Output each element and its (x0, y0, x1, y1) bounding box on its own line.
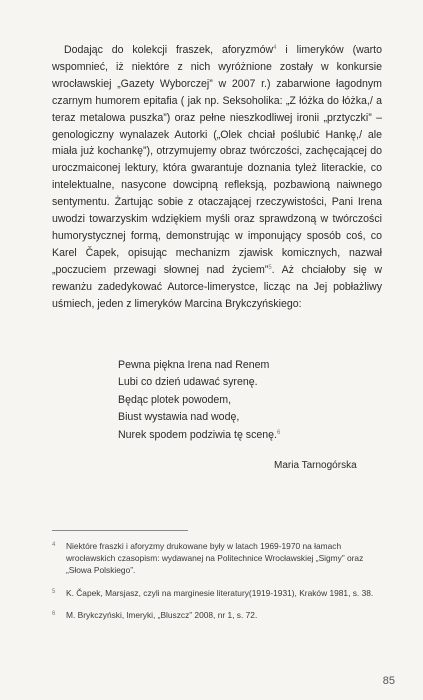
paragraph-part-1: Dodając do kolekcji fraszek, aforyzmów (64, 44, 274, 56)
footnote-number: 6 (52, 610, 56, 617)
footnote-ref-6: 6 (277, 429, 281, 436)
poem-line-last (118, 427, 358, 444)
footnote-item (52, 539, 382, 577)
poem-line: Biust wystawia nad wodę, (118, 411, 240, 424)
footnote-text: M. Brykczyński, lmeryki, „Bluszcz” 2008, nr 1, s. 72. (66, 609, 258, 620)
footnote-number: 5 (52, 588, 56, 595)
footnote-item (52, 586, 382, 599)
paragraph-text (52, 42, 382, 313)
footnote-number: 4 (52, 542, 56, 548)
footnote-divider (52, 530, 188, 531)
footnote-item (52, 608, 382, 621)
footnotes-section (52, 539, 382, 630)
author-signature: Maria Tarnogórska (274, 460, 357, 471)
page-number: 85 (382, 675, 395, 687)
footnote-text: K. Čapek, Marsjasz, czyli na marginesie literatury(1919-1931), Kraków 1981, s. 38. (66, 587, 374, 598)
footnote-text: Niektóre fraszki i aforyzmy drukowane były w latach 1969-1970 na łamach wrocławskich czasopism: wydawanej na Politechnice Wrocławskiej „Sigmy” oraz „Słowa Polskiego”. (66, 541, 364, 576)
poem-end-period: . (274, 428, 277, 441)
main-paragraph (52, 42, 382, 313)
footnote-ref-4: 4 (273, 45, 277, 51)
poem-line: Będąc plotek powodem, (118, 393, 232, 406)
poem-line: Lubi co dzień udawać syrenę. (118, 376, 258, 389)
paragraph-part-2: i limeryków (warto wspomnieć, iż niektóre z nich wyróżnione zostały w konkursie wrocławskiej „Gazety Wyborczej” w 2007 r.) zabarwione łagodnym czarnym humorem epitafia ( jak np. Seksoholika: „Z łóżka do łóżka,/ a teraz metalowa puszka”) oraz pełne nieszkodliwej ironii „prztyczki” – genologiczny wynalazek Autorki („Olek chciał poślubić Hankę,/ ale miała już kochankę”), otrzymujemy obraz twórczości, zachęcającej do uroczmaiconej lektury, która gwarantuje doznania tyleż literackie, co intelektualne, nasycone dowcipną refleksją, pozbawioną naiwnego sentymentu. Żartując sobie z otaczającej rzeczywistości, Pani Irena uwodzi towarzyskim wdziękiem myśli oraz sprawdzoną w twórczości humorystycznej formą, demonstrując w imponujący sposób coś, co Karel Čapek, opisując mechanizm zjawisk komicznych, nazwał „poczuciem przewagi słownej nad życiem” (52, 44, 382, 276)
poem-line: Pewna piękna Irena nad Renem (118, 359, 270, 371)
poem-quote (118, 357, 358, 444)
paragraph-part-3: . Aż chciałoby się w rewanżu zadedykować Autorce-limerystce, licząc na Jej pobłażliwy uśmiech, jeden z limeryków Marcina Brykczyńskiego: (52, 263, 382, 310)
poem-line-text: Nurek spodem podziwia tę scenę (118, 428, 275, 441)
footnote-ref-5: 5 (268, 264, 272, 271)
